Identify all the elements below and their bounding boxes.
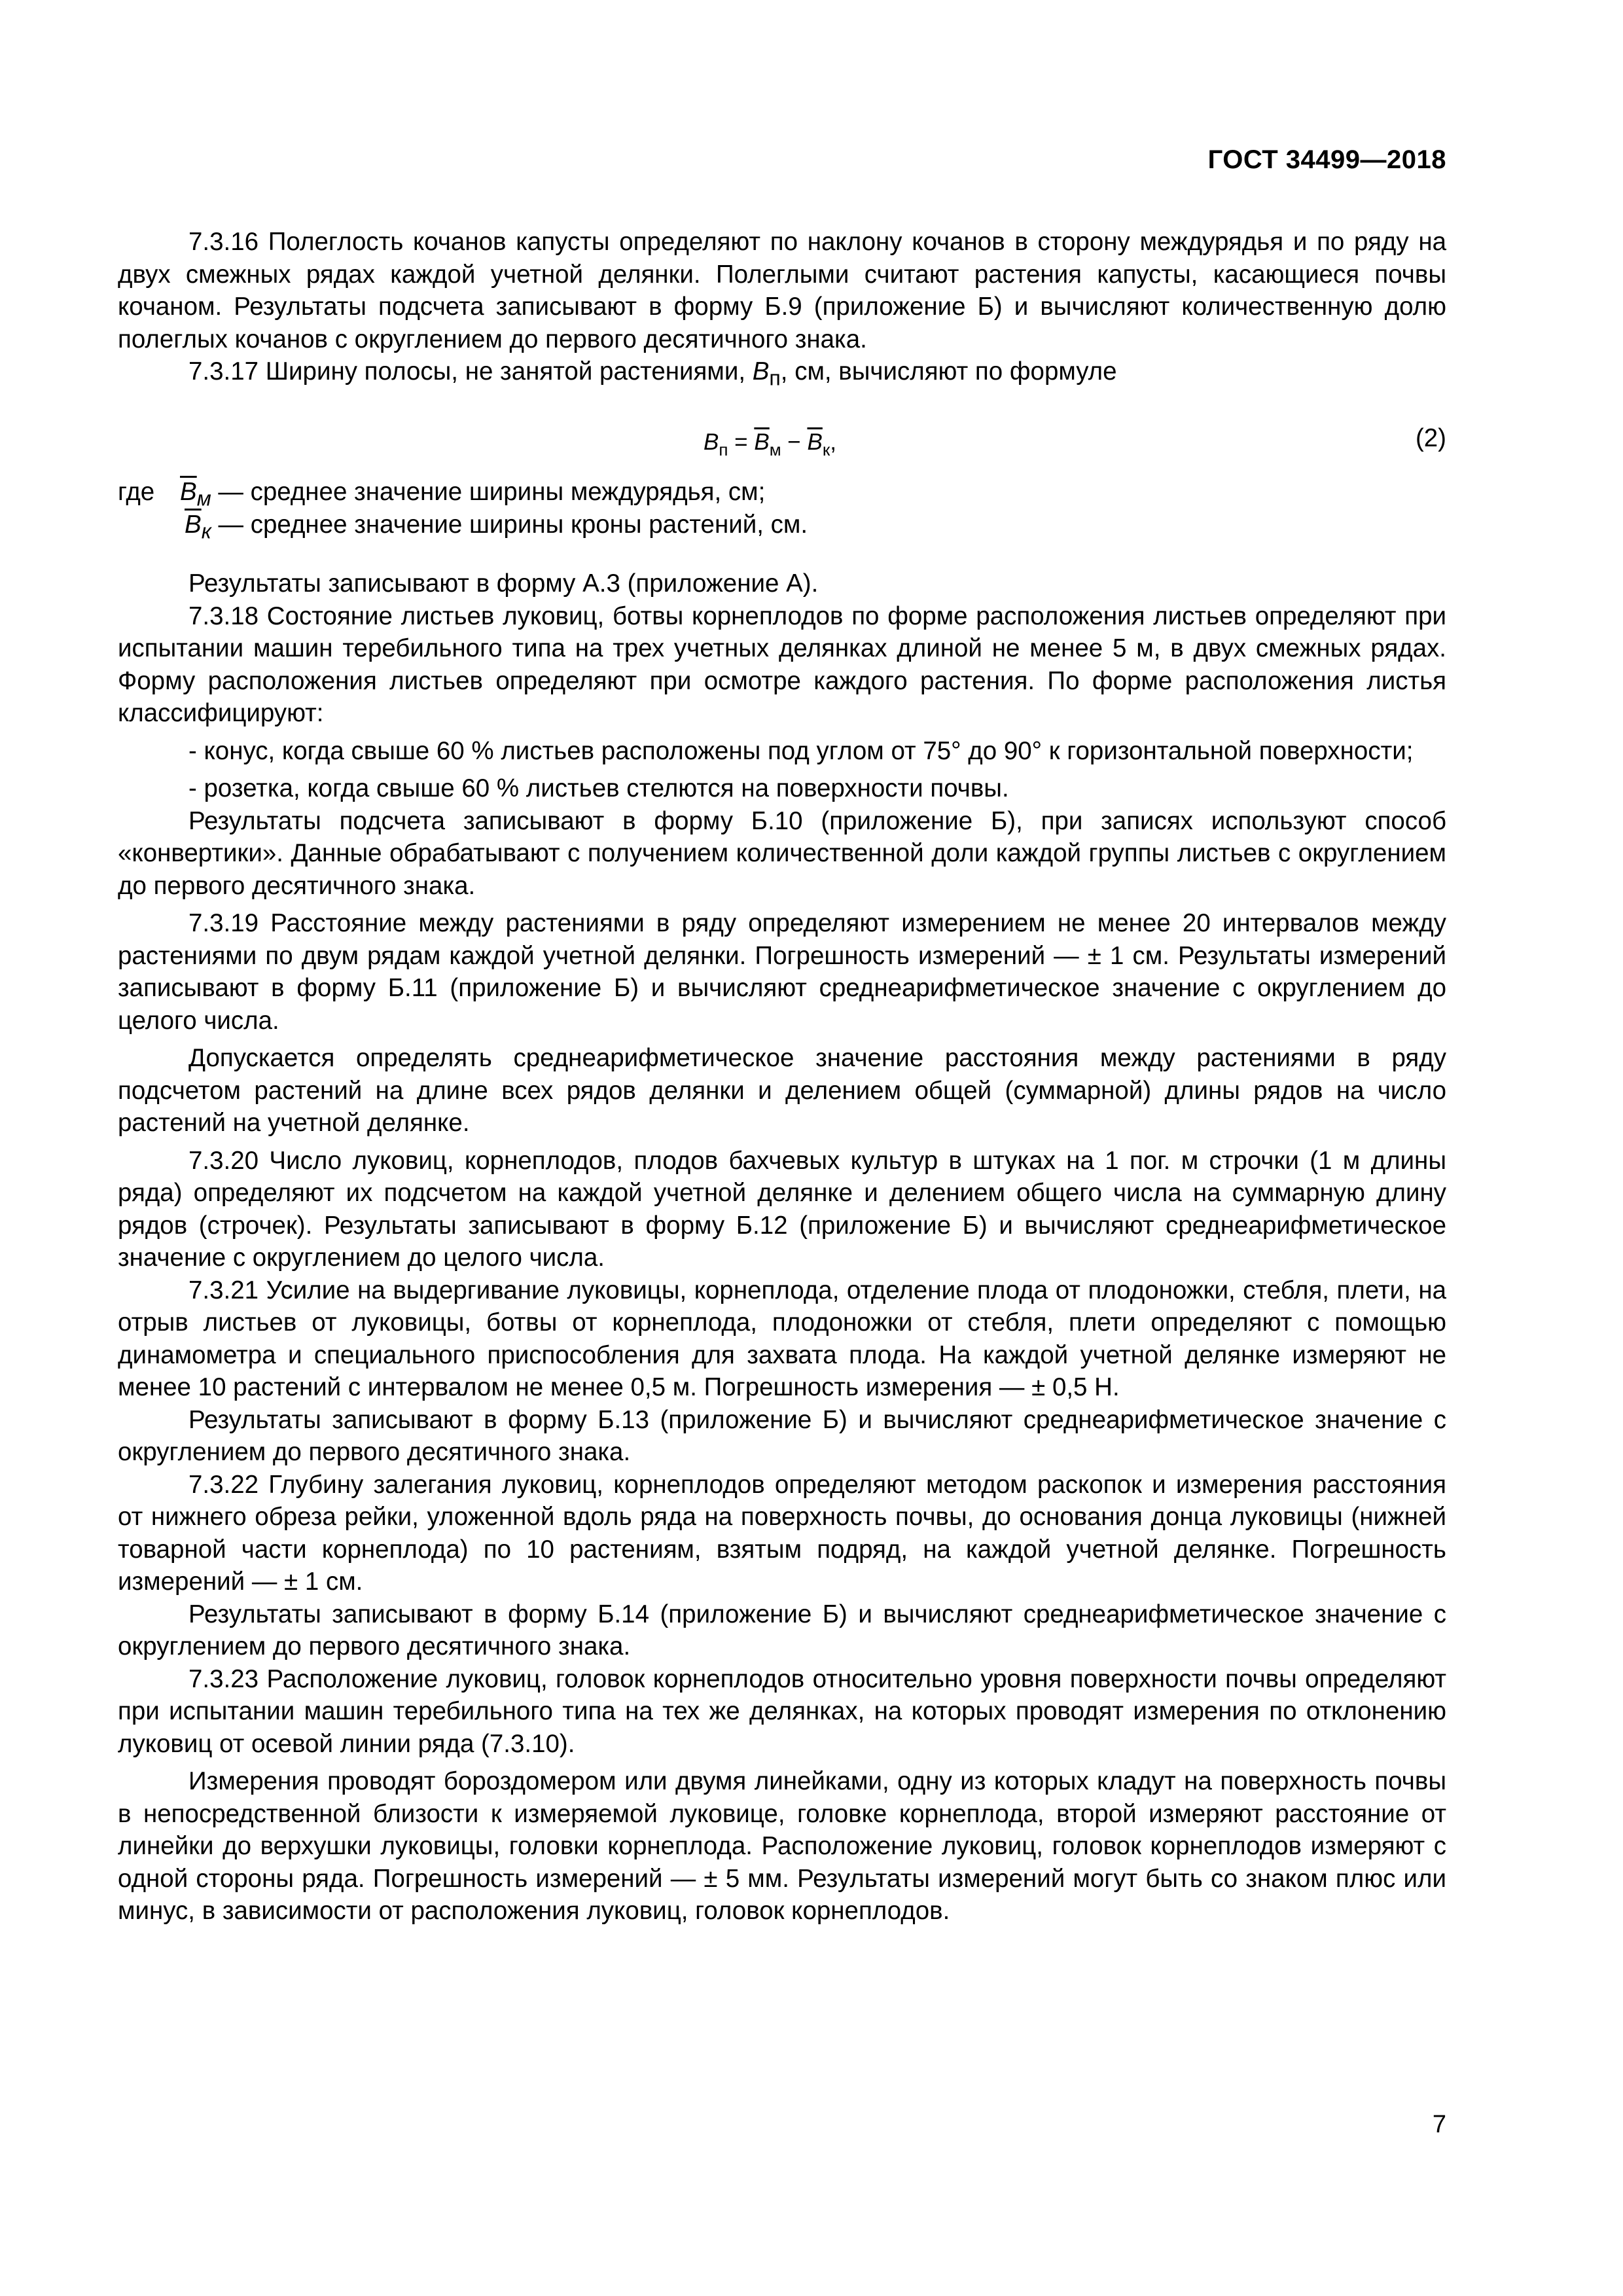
paragraph-7-3-20: 7.3.20 Число луковиц, корнеплодов, плодов бахчевых культур в штуках на 1 пог. м строчки (1 м длины ряда) определяют их подсчетом на каждой учетной делянке и делением общего числа на суммарную длину рядов (строчек). Результаты записывают в форму Б.12 (приложение Б) и вычисляют среднеарифметическое значение с округлением до целого числа. [118, 1146, 1446, 1272]
paragraph-results-b13: Результаты записывают в форму Б.13 (приложение Б) и вычисляют среднеарифметическое значение с округлением до первого десятичного знака. [118, 1405, 1446, 1467]
formula-term-1-sub: м [769, 440, 781, 460]
paragraph-results-a3: Результаты записывают в форму А.3 (приложение А). [188, 569, 819, 598]
formula-number: (2) [1415, 424, 1446, 453]
where-symbol: $\overline{B}$ [185, 511, 202, 539]
symbol-b: B [752, 357, 770, 386]
paragraph-results-b14: Результаты записывают в форму Б.14 (приложение Б) и вычисляют среднеарифметическое значение с округлением до первого десятичного знака. [118, 1600, 1446, 1661]
page-number: 7 [1432, 2111, 1446, 2138]
paragraph-7-3-18: 7.3.18 Состояние листьев луковиц, ботвы корнеплодов по форме расположения листьев определяют при испытании машин теребильного типа на трех учетных делянках длиной не менее 5 м, в двух смежных рядах. Форму расположения листьев определяют при осмотре каждого растения. По форме расположения листья классифицируют: [118, 601, 1446, 728]
where-item [185, 509, 808, 548]
where-symbol-sub: м [196, 486, 211, 511]
paragraph-measurements: Измерения проводят бороздомером или двумя линейками, одну из которых кладут на поверхность почвы в непосредственной близости к измеряемой луковице, головке корнеплода, второй измеряют расстояние от линейки до верхушки луковицы, головки корнеплода. Расположение луковиц, головок корнеплодов измеряют с одной стороны ряда. Погрешность измерений — ± 5 мм. Результаты измерений могут быть со знаком плюс или минус, в зависимости от расположения луковиц, головок корнеплодов. [118, 1767, 1446, 1926]
formula-2 [704, 426, 836, 467]
where-symbol: $\overline{B}$ [180, 478, 197, 507]
paragraph-7-3-17 [118, 355, 1446, 395]
formula-equals: = [728, 429, 755, 456]
formula-term-2: $\overline{B}$ [807, 429, 823, 456]
paragraph-7-3-23: 7.3.23 Расположение луковиц, головок корнеплодов относительно уровня поверхности почвы определяют при испытании машин теребильного типа на тех же делянках, на которых проводят измерения по отклонению луковиц от осевой линии ряда (7.3.10). [118, 1664, 1446, 1758]
document-body [118, 226, 1446, 1928]
formula-lhs-sub: п [719, 440, 728, 460]
formula-term-1: $\overline{B}$ [754, 429, 770, 456]
paragraph-allowed: Допускается определять среднеарифметическое значение расстояния между растениями в ряду подсчетом растений на длине всех рядов делянки и делением общей (суммарной) длины рядов на число растений на учетной делянке. [118, 1044, 1446, 1138]
paragraph-7-3-17-text: 7.3.17 Ширину полосы, не занятой растениями, [188, 357, 753, 386]
paragraph-7-3-17-tail: , см, вычисляют по формуле [780, 357, 1117, 386]
paragraph-7-3-21: 7.3.21 Усилие на выдергивание луковицы, корнеплода, отделение плода от плодоножки, стебля, плети, на отрыв листьев от луковицы, ботвы от корнеплода, плодоножки от стебля, плети определяют с помощью динамометра и специального приспособления для захвата плода. На каждой учетной делянке измеряют не менее 10 растений с интервалом не менее 0,5 м. Погрешность измерения — ± 0,5 Н. [118, 1276, 1446, 1402]
formula-minus: − [781, 429, 808, 456]
where-text: — среднее значение ширины кроны растений, см. [211, 511, 808, 539]
paragraph-7-3-19: 7.3.19 Расстояние между растениями в ряду определяют измерением не менее 20 интервалов между растениями по двум рядам каждой учетной делянки. Погрешность измерений — ± 1 см. Результаты измерений записывают в форму Б.11 (приложение Б) и вычисляют среднеарифметическое значение с округлением до целого числа. [118, 909, 1446, 1035]
formula-term-2-sub: к [822, 440, 830, 460]
formula-block [118, 422, 1446, 469]
list-item-rosette: - розетка, когда свыше 60 % листьев стелются на поверхности почвы. [188, 774, 1009, 803]
formula-lhs: B [704, 429, 719, 456]
symbol-subscript: п [769, 366, 781, 390]
formula-end: , [830, 429, 836, 456]
paragraph-results-b10: Результаты подсчета записывают в форму Б.10 (приложение Б), при записях используют способ «конвертики». Данные обрабатывают с получением количественной доли каждой группы листьев с округлением до первого десятичного знака. [118, 806, 1446, 900]
paragraph-7-3-22: 7.3.22 Глубину залегания луковиц, корнеплодов определяют методом раскопок и измерения расстояния от нижнего обреза рейки, уложенной вдоль ряда на поверхность почвы, до основания донца луковицы (нижней товарной части корнеплода) по 10 растениям, взятым подряд, на каждой учетной делянке. Погрешность измерений — ± 1 см. [118, 1470, 1446, 1596]
paragraph-7-3-16: 7.3.16 Полеглость кочанов капусты определяют по наклону кочанов в сторону междурядья и по ряду на двух смежных рядах каждой учетной делянки. Полеглыми считают растения капусты, касающиеся почвы кочаном. Результаты подсчета записывают в форму Б.9 (приложение Б) и вычисляют количественную долю полеглых кочанов с округлением до первого десятичного знака. [118, 228, 1446, 353]
where-block [118, 476, 1446, 543]
list-item-cone: - конус, когда свыше 60 % листьев расположены под углом от 75° до 90° к горизонтальной поверхности; [188, 736, 1414, 765]
where-symbol-sub: к [201, 519, 211, 543]
where-label: где [118, 478, 155, 507]
where-text: — среднее значение ширины междурядья, см; [211, 478, 766, 507]
document-code: ГОСТ 34499—2018 [1207, 145, 1446, 174]
